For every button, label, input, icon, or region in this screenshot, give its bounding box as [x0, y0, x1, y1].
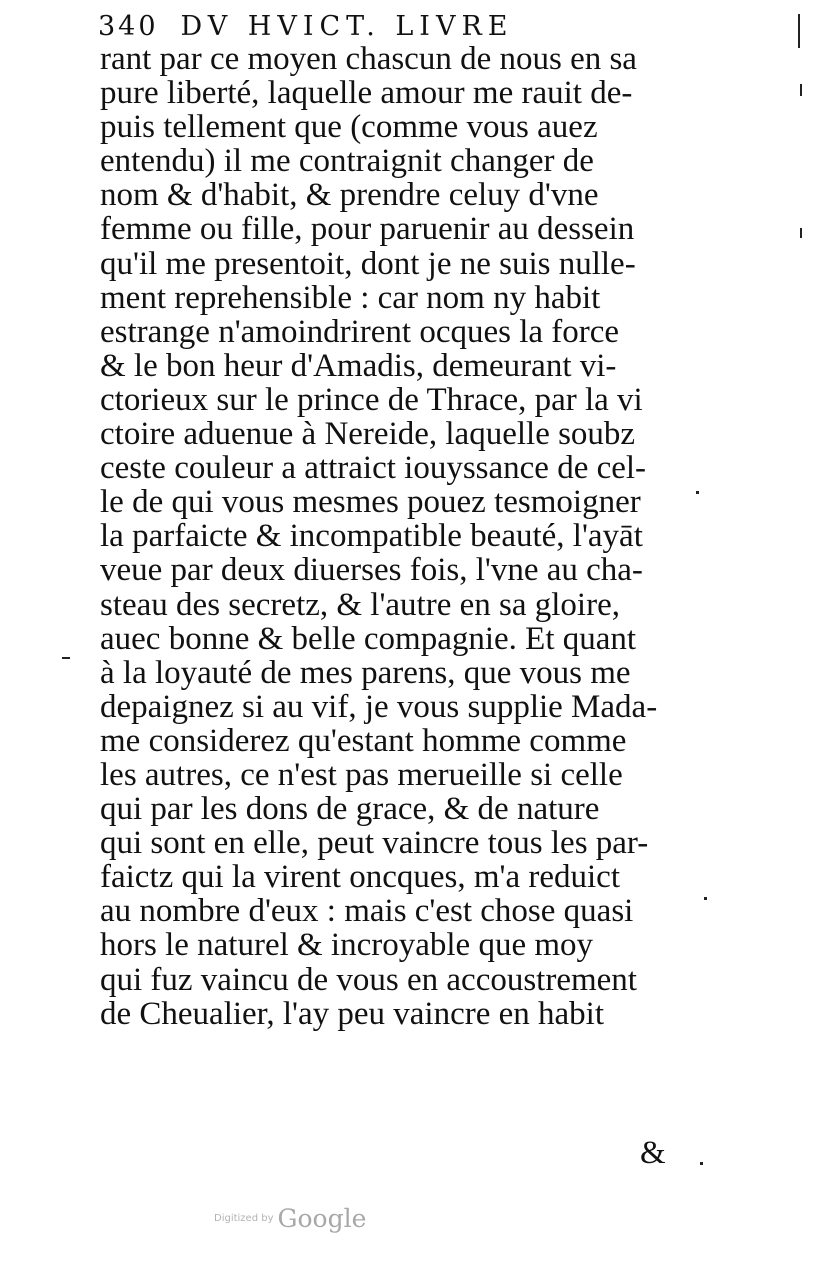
- digitized-by-label: Digitized by: [214, 1213, 274, 1224]
- text-line: ceste couleur a attraict iouyssance de cel-: [100, 451, 647, 486]
- text-line: auec bonne & belle compagnie. Et quant: [100, 621, 637, 656]
- text-line: femme ou fille, pour paruenir au dessein: [100, 212, 635, 247]
- scan-speck: [696, 491, 699, 494]
- text-line: steau des secretz, & l'autre en sa gloire,: [100, 587, 620, 622]
- text-line: puis tellement que (comme vous auez: [100, 110, 598, 145]
- text-line: au nombre d'eux : mais c'est chose quasi: [100, 894, 634, 929]
- google-wordmark: Google: [277, 1204, 367, 1233]
- text-line: qui fuz vaincu de vous en accoustrement: [100, 962, 637, 997]
- text-line: veue par deux diuerses fois, l'vne au cha-: [100, 553, 643, 588]
- text-line: à la loyauté de mes parens, que vous me: [100, 655, 631, 690]
- text-line: & le bon heur d'Amadis, demeurant vi-: [100, 348, 617, 383]
- scan-speck: [700, 1162, 703, 1165]
- text-line: de Cheualier, l'ay peu vaincre en habit: [100, 996, 604, 1031]
- text-line: pure liberté, laquelle amour me rauit de-: [100, 76, 633, 111]
- text-line: hors le naturel & incroyable que moy: [100, 928, 594, 963]
- running-title: DV HVICT. LIVRE: [180, 11, 514, 42]
- text-line: nom & d'habit, & prendre celuy d'vne: [100, 178, 599, 213]
- text-line: ctoire aduenue à Nereide, laquelle soubz: [100, 417, 636, 452]
- digitization-watermark: [214, 1204, 366, 1244]
- scan-speck: [798, 14, 800, 48]
- text-line: qu'il me presentoit, dont je ne suis nulle-: [100, 246, 636, 281]
- scan-speck: [62, 657, 70, 659]
- text-line: estrange n'amoindrirent ocques la force: [100, 314, 620, 349]
- text-line: me considerez qu'estant homme comme: [100, 723, 627, 758]
- text-line: le de qui vous mesmes pouez tesmoigner: [100, 485, 641, 520]
- scan-speck: [800, 228, 802, 238]
- text-line: ment reprehensible : car nom ny habit: [100, 280, 601, 315]
- page-header: [98, 8, 698, 46]
- text-line: les autres, ce n'est pas merueille si celle: [100, 757, 623, 793]
- scan-speck: [704, 897, 707, 900]
- text-line: ctorieux sur le prince de Thrace, par la vi: [100, 382, 643, 418]
- text-line: la parfaicte & incompatible beauté, l'ayāt: [100, 519, 643, 554]
- page-number: 340: [98, 11, 159, 42]
- body-text: [100, 42, 686, 1031]
- text-line: qui sont en elle, peut vaincre tous les par-: [100, 826, 649, 861]
- text-line: qui par les dons de grace, & de nature: [100, 792, 600, 827]
- text-line: entendu) il me contraignit changer de: [100, 144, 594, 179]
- text-line: depaignez si au vif, je vous supplie Mada-: [100, 689, 658, 724]
- catchword: &: [640, 1135, 666, 1171]
- scan-speck: [800, 84, 802, 96]
- text-line: faictz qui la virent oncques, m'a reduict: [100, 860, 620, 895]
- text-line: rant par ce moyen chascun de nous en sa: [100, 42, 637, 77]
